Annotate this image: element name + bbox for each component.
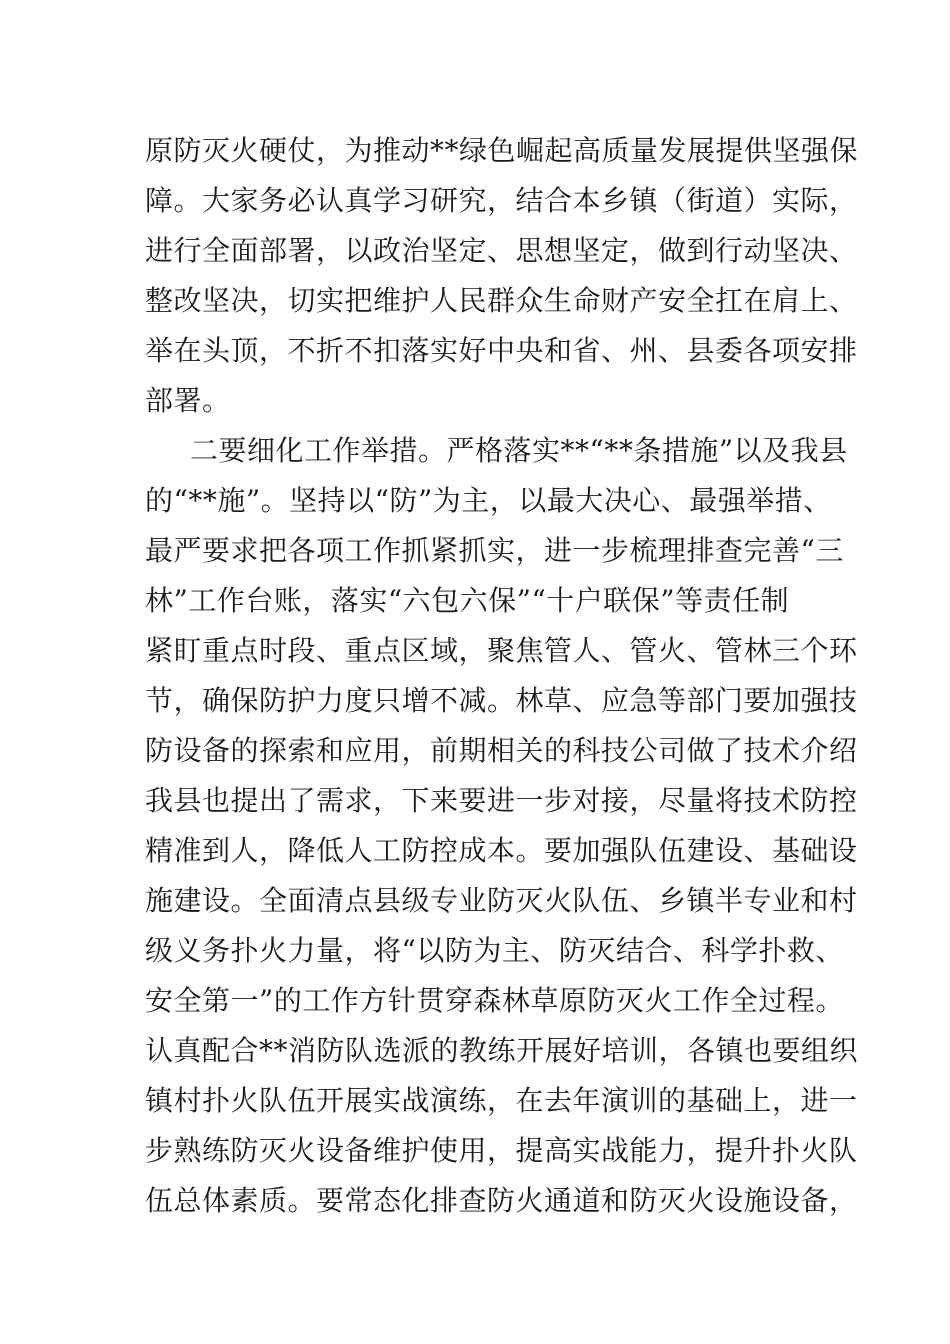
text-line: 步熟练防灭火设备维护使用，提高实战能力，提升扑火队: [145, 1134, 858, 1167]
text-line: 原防灭火硬仗，为推动**绿色崛起高质量发展提供坚强保: [145, 134, 859, 167]
text-line: 级义务扑火力量，将“以防为主、防灭结合、科学扑救、: [145, 934, 844, 967]
text-line: 防设备的探索和应用，前期相关的科技公司做了技术介绍: [145, 734, 858, 767]
text-line: 节，确保防护力度只增不减。林草、应急等部门要加强技: [145, 684, 858, 717]
text-line: 施建设。全面清点县级专业防灭火队伍、乡镇半专业和村: [145, 884, 858, 917]
text-line: 我县也提出了需求，下来要进一步对接，尽量将技术防控: [145, 784, 858, 817]
text-line: 的“**施”。坚持以“防”为主，以最大决心、最强举措、: [145, 484, 832, 517]
text-line: 林”工作台账，落实“六包六保”“十户联保”等责任制: [145, 584, 790, 617]
text-line: 举在头顶，不折不扣落实好中央和省、州、县委各项安排: [145, 334, 858, 367]
text-line: 最严要求把各项工作抓紧抓实，进一步梳理排查完善“三: [145, 534, 844, 567]
text-line: 镇村扑火队伍开展实战演练，在去年演训的基础上，进一: [145, 1084, 858, 1117]
text-line: 安全第一”的工作方针贯穿森林草原防灭火工作全过程。: [145, 984, 844, 1017]
text-line: 障。大家务必认真学习研究，结合本乡镇（街道）实际，: [145, 184, 858, 217]
text-line: 紧盯重点时段、重点区域，聚焦管人、管火、管林三个环: [145, 634, 858, 667]
text-line: 部署。: [145, 384, 231, 417]
text-line: 整改坚决，切实把维护人民群众生命财产安全扛在肩上、: [145, 284, 858, 317]
text-line: 精准到人，降低人工防控成本。要加强队伍建设、基础设: [145, 834, 858, 867]
text-line: 认真配合**消防队选派的教练开展好培训，各镇也要组织: [145, 1034, 859, 1067]
text-line: 进行全面部署，以政治坚定、思想坚定，做到行动坚决、: [145, 234, 858, 267]
paragraph-start-line: 二要细化工作举措。严格落实**“**条措施”以及我县: [190, 434, 848, 467]
text-line: 伍总体素质。要常态化排查防火通道和防灭火设施设备，: [145, 1184, 858, 1217]
